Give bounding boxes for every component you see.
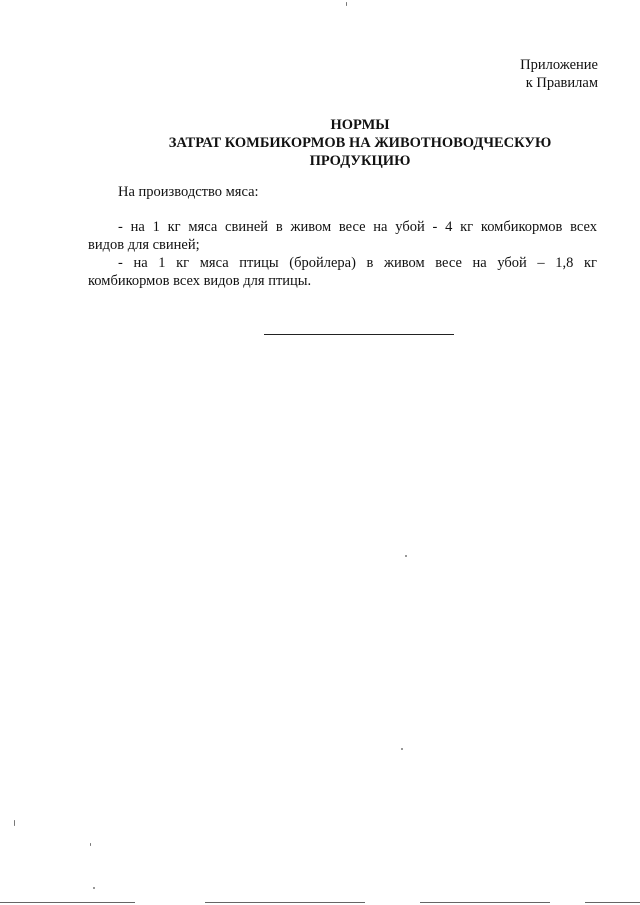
scan-speck [346,2,347,6]
norm-item-pork-line-1: - на 1 кг мяса свиней в живом весе на убой - 4 кг комбикормов всех [118,219,597,235]
scan-bottom-edge [0,902,135,903]
title-line-1: НОРМЫ [330,117,390,133]
title-line-2: ЗАТРАТ КОМБИКОРМОВ НА ЖИВОТНОВОДЧЕСКУЮ [168,135,552,151]
scan-speck [14,820,15,826]
scan-bottom-edge [585,902,640,903]
scan-speck [93,887,95,889]
title-line-3: ПРОДУКЦИЮ [309,153,411,169]
scan-bottom-edge [420,902,550,903]
norm-item-poultry-line-1: - на 1 кг мяса птицы (бройлера) в живом весе на убой – 1,8 кг [118,255,597,271]
scan-speck [405,555,407,557]
norm-item-poultry [88,254,597,290]
closing-divider [264,334,454,335]
document-title [60,116,640,170]
norm-item-pork [88,218,597,254]
appendix-note [520,56,598,92]
norms-list [88,218,597,290]
scan-bottom-edge [205,902,365,903]
norm-item-pork-line-2: видов для свиней; [88,237,200,253]
appendix-line-2: к Правилам [525,75,598,91]
appendix-line-1: Приложение [520,57,598,73]
intro-text: На производство мяса: [118,184,259,200]
scan-speck [90,843,91,846]
norm-item-poultry-line-2: комбикормов всех видов для птицы. [88,273,312,289]
scan-speck [401,748,403,750]
